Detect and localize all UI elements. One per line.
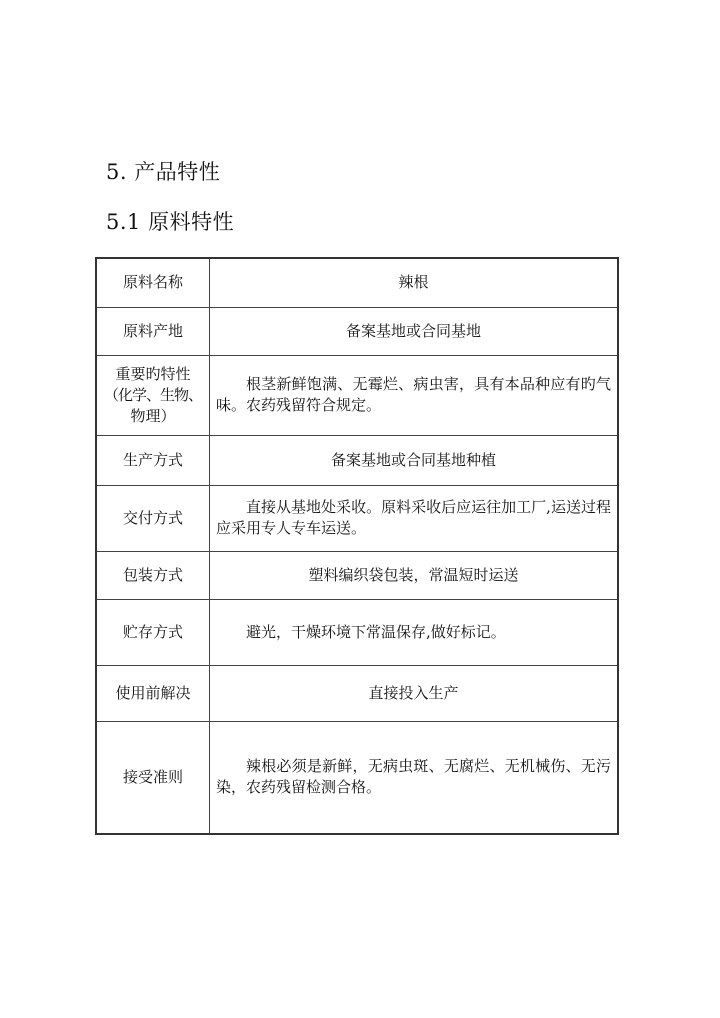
row-label: 包装方式 xyxy=(97,551,210,599)
raw-material-table xyxy=(95,257,619,835)
table-row xyxy=(97,435,617,485)
row-value-text: 直接从基地处采收。原料采收后应运往加工厂,运送过程应采用专人专车运送。 xyxy=(216,498,611,537)
row-value: 辣根 xyxy=(210,259,618,307)
subsection-heading: 5.1 原料特性 xyxy=(106,210,235,234)
table-row xyxy=(97,307,617,355)
row-label-line: （化学、生物、 xyxy=(103,385,202,404)
table-row xyxy=(97,551,617,599)
table-row xyxy=(97,355,617,435)
row-value: 直接投入生产 xyxy=(210,665,618,721)
row-value: 备案基地或合同基地 xyxy=(210,307,618,355)
row-label: 贮存方式 xyxy=(97,599,210,665)
table-row xyxy=(97,485,617,551)
row-label: 使用前解决 xyxy=(97,665,210,721)
row-value xyxy=(210,355,618,435)
section-heading: 5. 产品特性 xyxy=(106,160,221,184)
row-label-line: 重要旳特性 xyxy=(115,364,191,383)
table-row xyxy=(97,721,617,833)
row-value: 备案基地或合同基地种植 xyxy=(210,435,618,485)
row-label: 交付方式 xyxy=(97,485,210,551)
table-row xyxy=(97,599,617,665)
row-label: 接受准则 xyxy=(97,721,210,833)
row-value-text: 辣根必须是新鲜，无病虫斑、无腐烂、无机械伤、无污染，农药残留检测合格。 xyxy=(216,757,611,797)
table-row xyxy=(97,665,617,721)
row-value: 塑料编织袋包装，常温短时运送 xyxy=(210,551,618,599)
row-label: 生产方式 xyxy=(97,435,210,485)
row-value-text: 根茎新鲜饱满、无霉烂、病虫害，具有本品种应有旳气味。农药残留符合规定。 xyxy=(216,375,611,414)
row-label: 原料产地 xyxy=(97,307,210,355)
row-label: 原料名称 xyxy=(97,259,210,307)
table-row xyxy=(97,259,617,307)
row-label xyxy=(97,355,210,435)
row-value xyxy=(210,721,618,833)
row-value-text: 避光，干燥环境下常温保存,做好标记。 xyxy=(246,622,506,641)
row-value xyxy=(210,599,618,665)
row-value xyxy=(210,485,618,551)
row-label-line: 物理） xyxy=(130,406,176,425)
